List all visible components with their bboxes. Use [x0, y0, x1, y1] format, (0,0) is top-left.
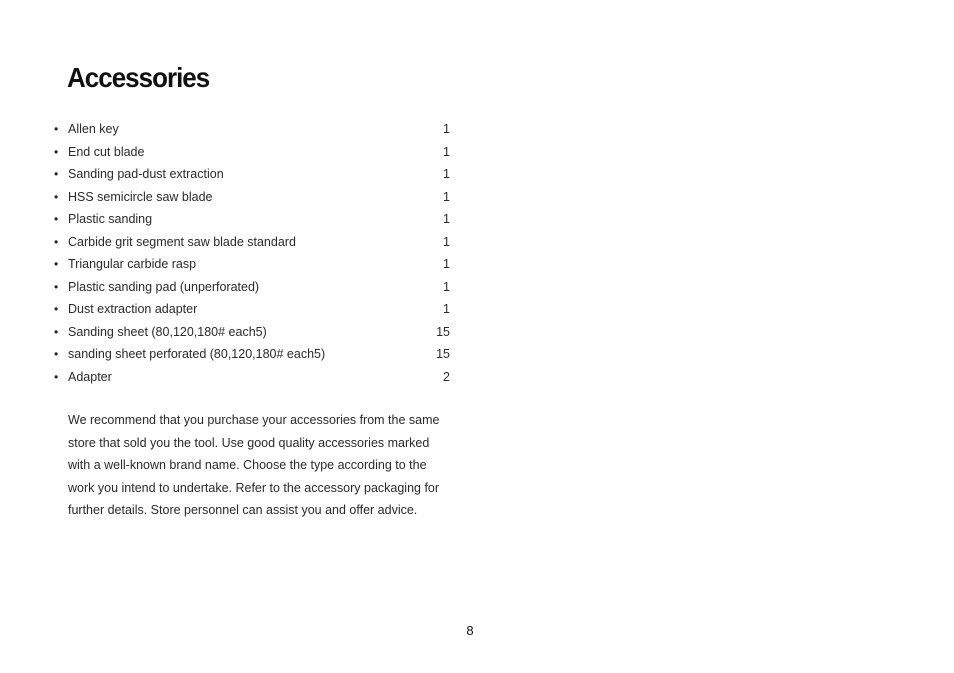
page-number: 8	[466, 623, 474, 638]
accessory-quantity: 2	[443, 369, 450, 384]
list-item	[54, 298, 450, 321]
bullet: •	[54, 324, 59, 339]
list-item	[54, 343, 450, 366]
accessory-name: Triangular carbide rasp	[68, 257, 197, 271]
recommendation-paragraph: We recommend that you purchase your accessories from the same store that sold you the tool. Use good quality accessories marked with a well-known brand name. Choose the type according to the work you intend to undertake. Refer to the accessory packaging for further details. Store personnel can assist you and offer advice.	[68, 413, 440, 518]
bullet: •	[54, 189, 59, 204]
list-item	[54, 276, 450, 299]
accessory-quantity: 1	[443, 122, 450, 136]
page-title: Accessories	[67, 62, 210, 94]
accessory-quantity: 1	[443, 144, 450, 159]
list-item	[54, 321, 450, 344]
bullet: •	[54, 122, 59, 136]
list-item	[54, 163, 450, 186]
accessory-quantity: 1	[443, 257, 450, 271]
accessory-name: Dust extraction adapter	[68, 302, 198, 316]
accessory-quantity: 1	[443, 189, 450, 204]
bullet: •	[54, 369, 59, 384]
bullet: •	[54, 347, 59, 361]
accessory-list	[54, 118, 450, 388]
accessory-name: HSS semicircle saw blade	[68, 189, 213, 204]
accessory-name: Carbide grit segment saw blade standard	[68, 234, 296, 249]
accessory-name: End cut blade	[68, 144, 145, 159]
accessory-quantity: 1	[443, 234, 450, 249]
accessory-name: Sanding sheet (80,120,180# each5)	[68, 324, 267, 339]
accessory-quantity: 1	[443, 279, 450, 294]
accessory-quantity: 15	[436, 347, 450, 361]
bullet: •	[54, 167, 59, 181]
accessory-quantity: 15	[436, 324, 450, 339]
list-item	[54, 366, 450, 389]
accessory-name: Plastic sanding pad (unperforated)	[68, 279, 260, 294]
accessory-name: sanding sheet perforated (80,120,180# each5)	[68, 347, 326, 361]
list-item	[54, 186, 450, 209]
list-item	[54, 231, 450, 254]
bullet: •	[54, 257, 59, 271]
accessory-quantity: 1	[443, 302, 450, 316]
bullet: •	[54, 302, 59, 316]
list-item	[54, 118, 450, 141]
accessory-name: Allen key	[68, 122, 119, 136]
accessory-quantity: 1	[443, 212, 450, 226]
bullet: •	[54, 212, 59, 226]
accessory-name: Adapter	[68, 369, 112, 384]
accessory-quantity: 1	[443, 167, 450, 181]
accessory-name: Plastic sanding	[68, 212, 153, 226]
list-item	[54, 208, 450, 231]
bullet: •	[54, 144, 59, 159]
list-item	[54, 141, 450, 164]
bullet: •	[54, 234, 59, 249]
list-item	[54, 253, 450, 276]
accessory-name: Sanding pad-dust extraction	[68, 167, 224, 181]
bullet: •	[54, 279, 59, 294]
